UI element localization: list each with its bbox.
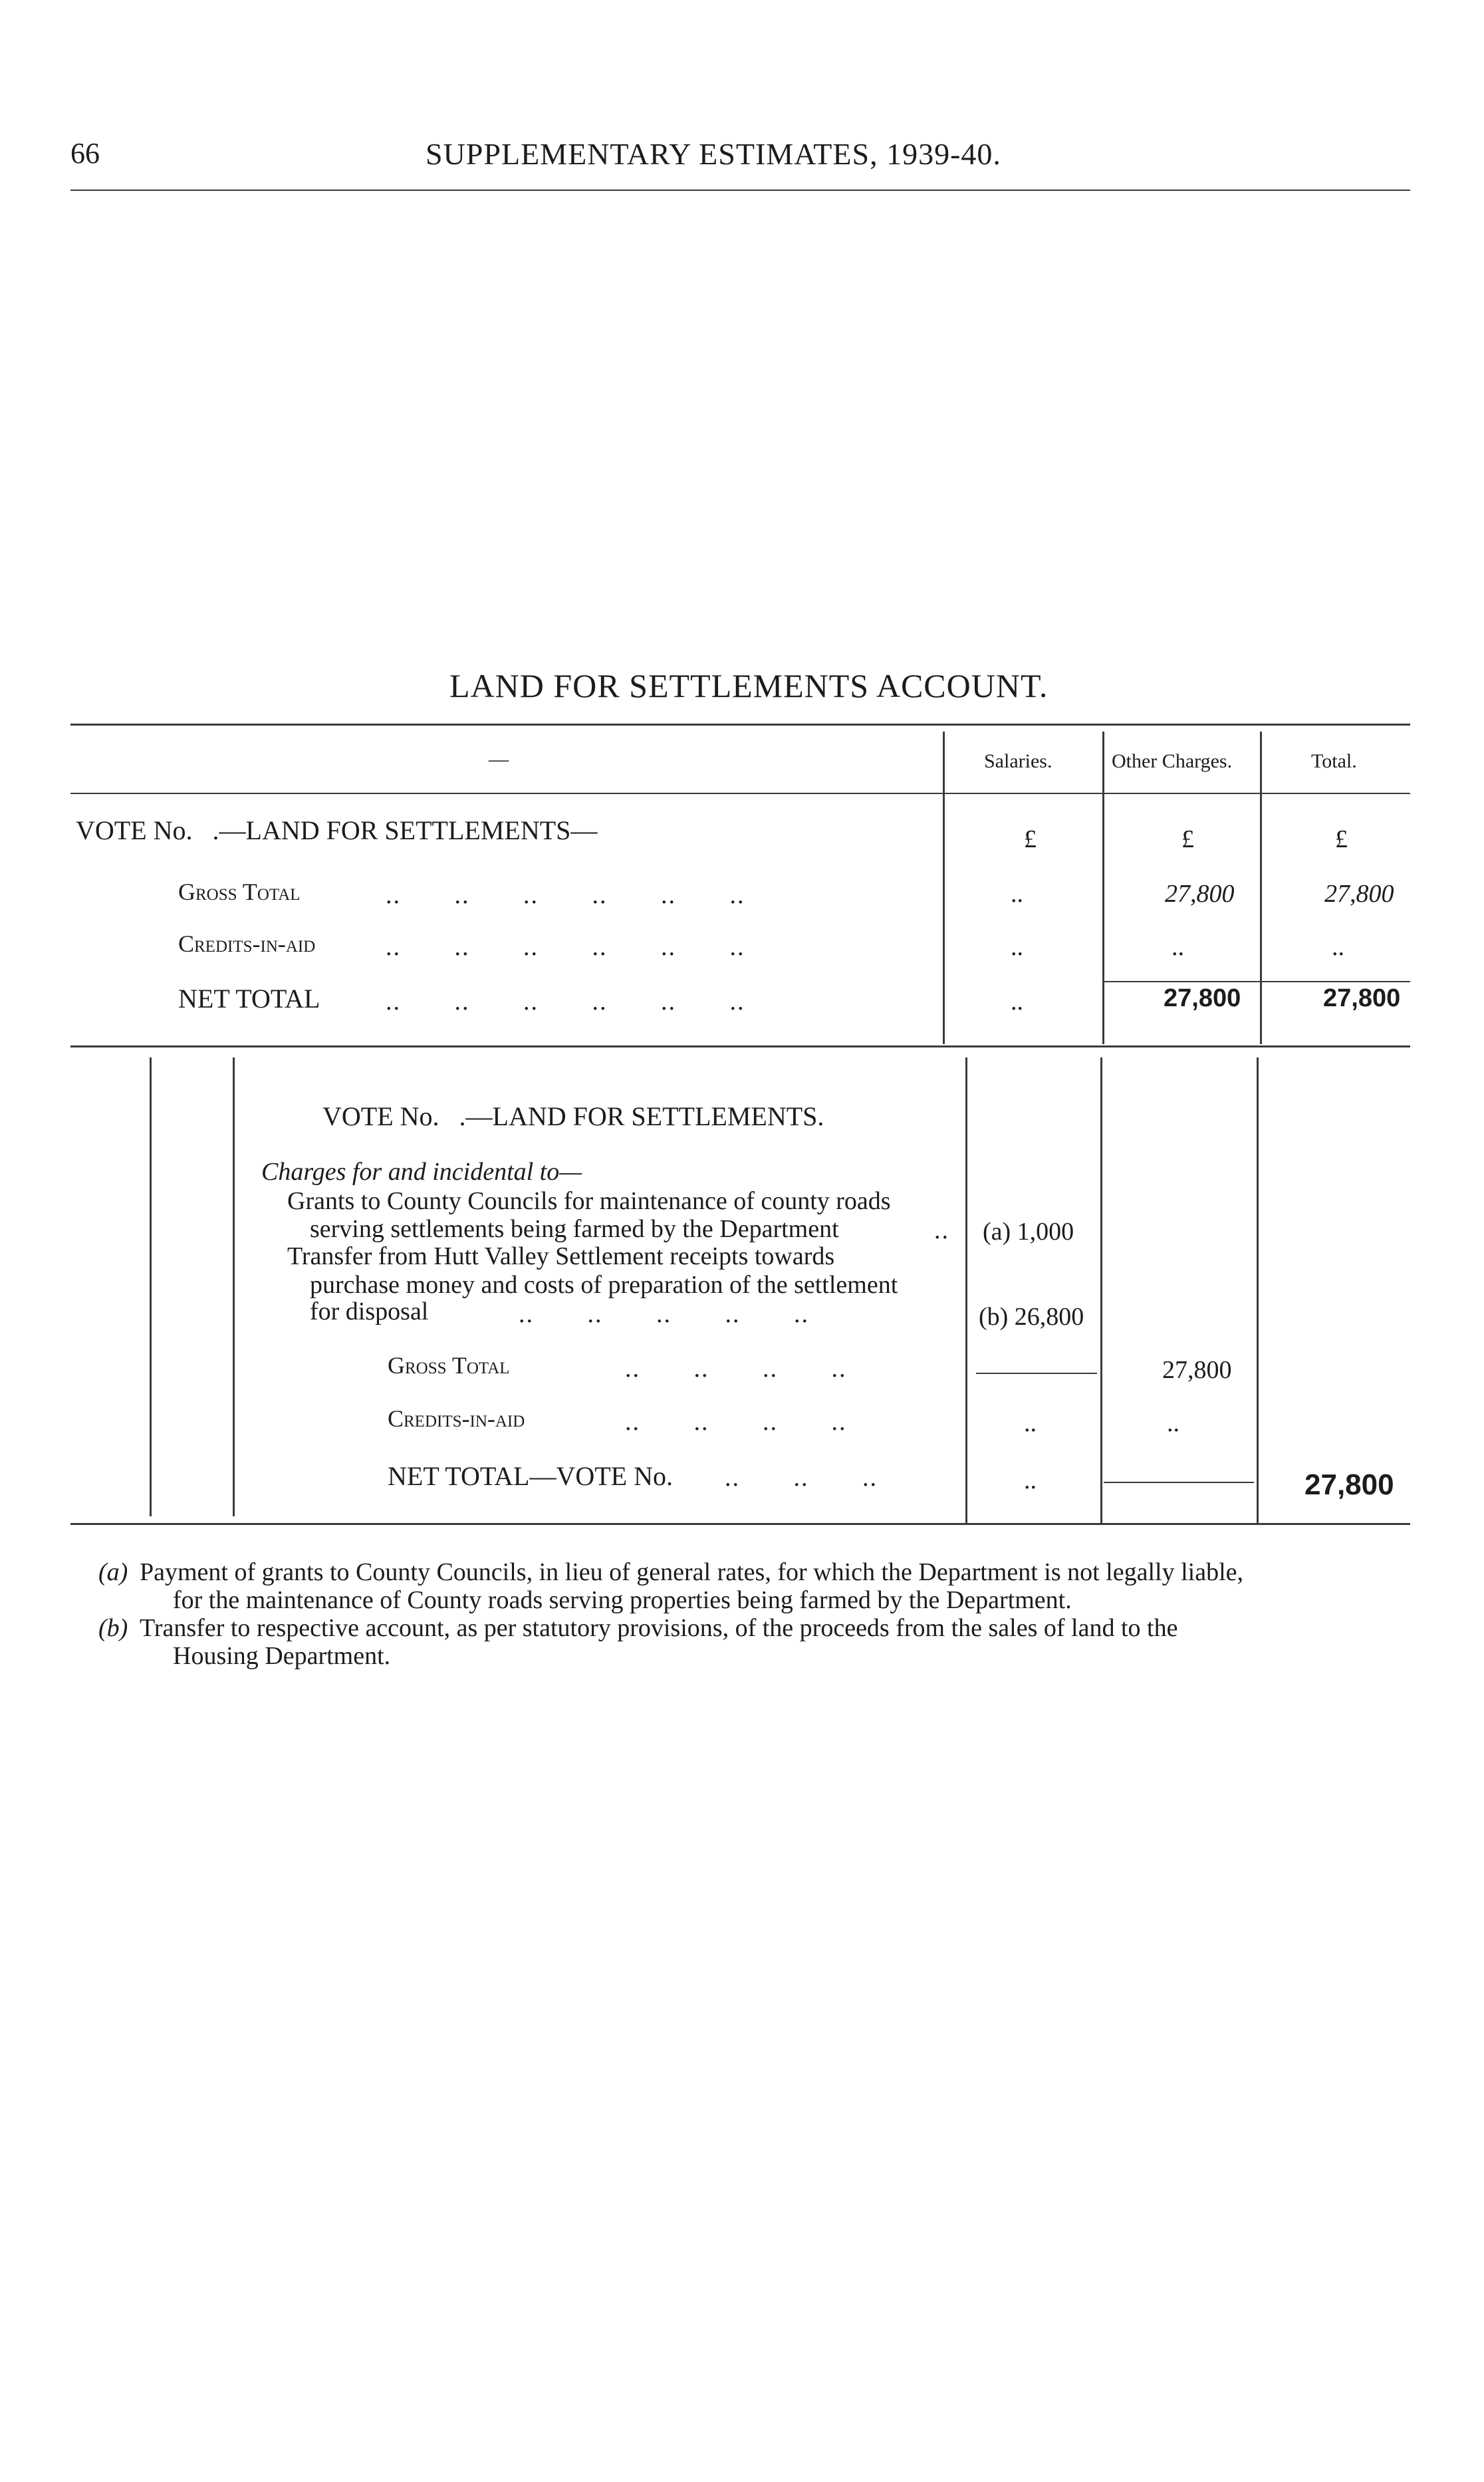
- summary-gross-salaries: ..: [1011, 880, 1023, 908]
- currency-symbol: £: [1335, 825, 1348, 853]
- summary-gross-other-charges: 27,800: [1165, 880, 1235, 908]
- item-grants-amount: (a) 1,000: [983, 1218, 1074, 1246]
- summary-col-divider: [1102, 732, 1104, 1044]
- footnote-a-line-2: for the maintenance of County roads serving properties being farmed by the Department.: [173, 1586, 1072, 1614]
- detail-col-divider: [965, 1057, 967, 1523]
- summary-credits-other-charges: ..: [1172, 933, 1184, 961]
- item-transfer-amount: (b) 26,800: [979, 1303, 1084, 1331]
- charges-heading: Charges for and incidental to—: [261, 1158, 582, 1186]
- detail-bottom-rule: [70, 1523, 1410, 1525]
- page-number: 66: [70, 137, 100, 170]
- leader-dots: .. .. .. .. .. ..: [386, 933, 745, 961]
- summary-credits-total: ..: [1332, 933, 1344, 961]
- detail-col-divider: [150, 1057, 152, 1516]
- footnote-a-line-1: Payment of grants to County Councils, in lieu of general rates, for which the Department is not legally liable,: [140, 1558, 1243, 1586]
- summary-gross-total: 27,800: [1324, 880, 1394, 908]
- leader-dots: .. .. ..: [725, 1464, 878, 1492]
- account-title: LAND FOR SETTLEMENTS ACCOUNT.: [449, 667, 1049, 704]
- detail-col-divider: [1100, 1057, 1102, 1523]
- detail-vote-heading: VOTE No. .—LAND FOR SETTLEMENTS.: [322, 1101, 824, 1131]
- detail-credits-label: Credits-in-aid: [388, 1405, 525, 1432]
- column-header-total: Total.: [1311, 750, 1357, 772]
- summary-net-salaries: ..: [1011, 988, 1023, 1016]
- detail-net-dots-value: ..: [1024, 1466, 1037, 1494]
- detail-subtotal-rule: [976, 1373, 1097, 1374]
- detail-gross-total-value: 27,800: [1162, 1356, 1232, 1384]
- column-header-salaries: Salaries.: [984, 750, 1052, 772]
- header-rule: [70, 190, 1410, 191]
- summary-vote-heading: VOTE No. .—LAND FOR SETTLEMENTS—: [76, 815, 598, 845]
- detail-col-divider: [1257, 1057, 1259, 1523]
- summary-net-total-label: NET TOTAL: [178, 984, 320, 1014]
- column-header-description: —: [489, 748, 509, 770]
- detail-net-rule: [1104, 1482, 1254, 1483]
- summary-credits-salaries: ..: [1011, 933, 1023, 961]
- column-header-other-charges: Other Charges.: [1112, 750, 1233, 772]
- summary-header-rule: [70, 793, 1410, 794]
- summary-net-other-charges: 27,800: [1164, 984, 1241, 1012]
- summary-bottom-rule: [70, 1045, 1410, 1047]
- item-grants-line-1: Grants to County Councils for maintenance of county roads: [287, 1187, 891, 1215]
- running-title: SUPPLEMENTARY ESTIMATES, 1939-40.: [426, 137, 1001, 171]
- detail-net-total-label: NET TOTAL—VOTE No.: [388, 1461, 673, 1491]
- summary-subtotal-rule: [1102, 981, 1410, 982]
- summary-credits-label: Credits-in-aid: [178, 930, 316, 957]
- leader-dots: .. .. .. ..: [625, 1408, 847, 1436]
- currency-symbol: £: [1181, 825, 1194, 853]
- footnote-mark-a: (a): [98, 1558, 128, 1586]
- item-transfer-line-3: for disposal: [310, 1298, 429, 1325]
- detail-net-total-value: 27,800: [1304, 1468, 1394, 1501]
- detail-credits-value: ..: [1024, 1409, 1037, 1437]
- leader-dots: .. .. .. ..: [625, 1355, 847, 1383]
- summary-col-divider: [1260, 732, 1262, 1044]
- detail-credits-value: ..: [1167, 1409, 1179, 1437]
- item-transfer-line-2: purchase money and costs of preparation of the settlement: [310, 1271, 898, 1299]
- detail-col-divider: [233, 1057, 235, 1516]
- leader-dots: .. .. .. .. ..: [519, 1300, 809, 1328]
- summary-gross-total-label: Gross Total: [178, 879, 301, 905]
- summary-col-divider: [943, 732, 945, 1044]
- summary-top-rule: [70, 724, 1410, 726]
- item-grants-line-2: serving settlements being farmed by the Department: [310, 1215, 839, 1243]
- leader-dots: .. .. .. .. .. ..: [386, 988, 745, 1016]
- footnote-b-line-1: Transfer to respective account, as per statutory provisions, of the proceeds from the sales of land to the: [140, 1614, 1178, 1642]
- footnote-mark-b: (b): [98, 1614, 128, 1642]
- currency-symbol: £: [1024, 825, 1037, 853]
- leader-dots: .. .. .. .. .. ..: [386, 881, 745, 909]
- item-transfer-line-1: Transfer from Hutt Valley Settlement receipts towards: [287, 1242, 835, 1270]
- summary-net-total: 27,800: [1323, 984, 1401, 1012]
- footnote-b-line-2: Housing Department.: [173, 1642, 391, 1670]
- detail-gross-total-label: Gross Total: [388, 1352, 510, 1379]
- leader-dots: ..: [934, 1216, 949, 1244]
